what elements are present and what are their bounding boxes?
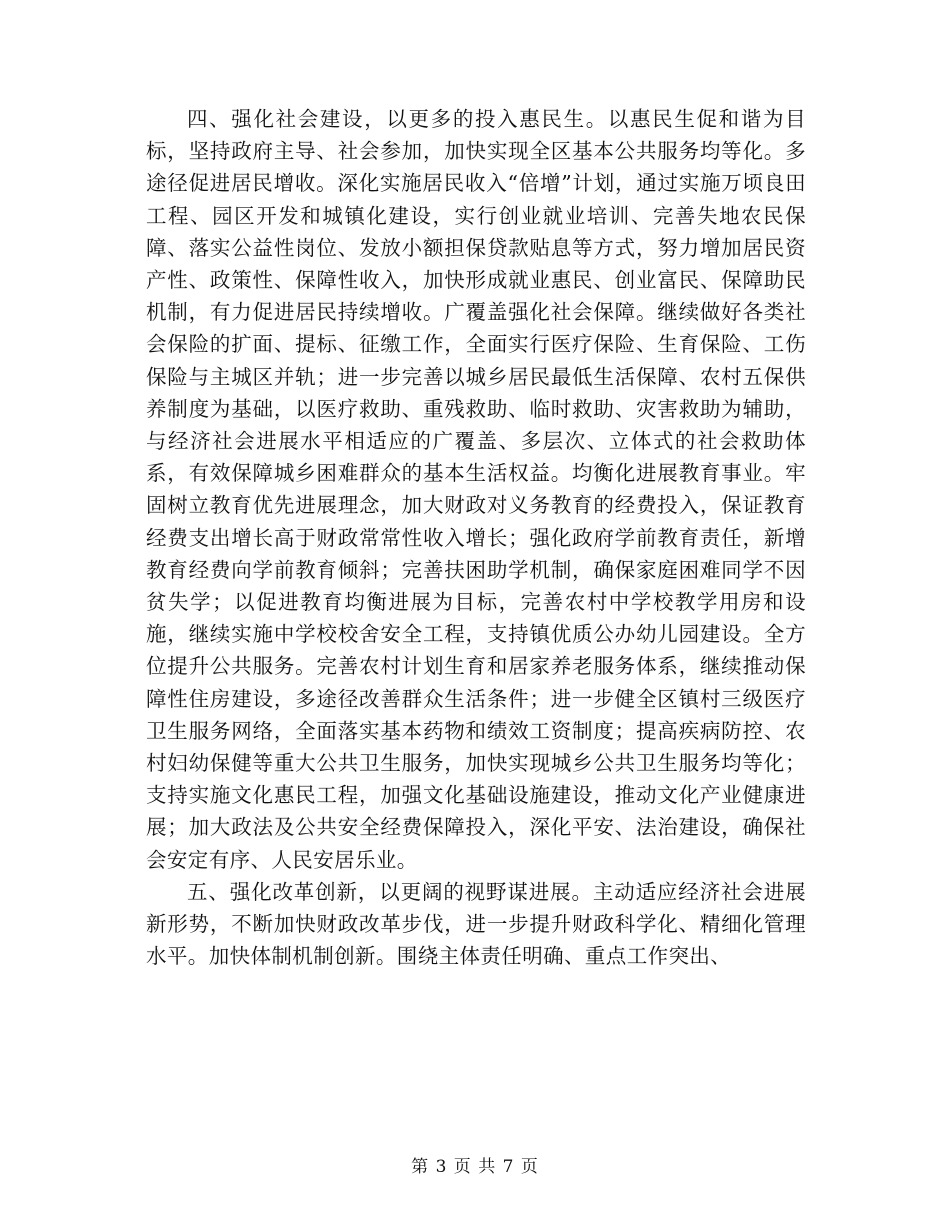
document-body [146,103,806,972]
paragraph-section-four: 四、强化社会建设，以更多的投入惠民生。以惠民生促和谐为目标，坚持政府主导、社会参加，加快实现全区基本公共服务均等化。多途径促进居民增收。深化实施居民收入“倍增”计划，通过实施万顷良田工程、园区开发和城镇化建设，实行创业就业培训、完善失地农民保障、落实公益性岗位、发放小额担保贷款贴息等方式，努力增加居民资产性、政策性、保障性收入，加快形成就业惠民、创业富民、保障助民机制，有力促进居民持续增收。广覆盖强化社会保障。继续做好各类社会保险的扩面、提标、征缴工作，全面实行医疗保险、生育保险、工伤保险与主城区并轨；进一步完善以城乡居民最低生活保障、农村五保供养制度为基础，以医疗救助、重残救助、临时救助、灾害救助为辅助，与经济社会进展水平相适应的广覆盖、多层次、立体式的社会救助体系，有效保障城乡困难群众的基本生活权益。均衡化进展教育事业。牢固树立教育优先进展理念，加大财政对义务教育的经费投入，保证教育经费支出增长高于财政常常性收入增长；强化政府学前教育责任，新增教育经费向学前教育倾斜；完善扶困助学机制，确保家庭困难同学不因贫失学；以促进教育均衡进展为目标，完善农村中学校教学用房和设施，继续实施中学校校舍安全工程，支持镇优质公办幼儿园建设。全方位提升公共服务。完善农村计划生育和居家养老服务体系，继续推动保障性住房建设，多途径改善群众生活条件；进一步健全区镇村三级医疗卫生服务网络，全面落实基本药物和绩效工资制度；提高疾病防控、农村妇幼保健等重大公共卫生服务，加快实现城乡公共卫生服务均等化；支持实施文化惠民工程，加强文化基础设施建设，推动文化产业健康进展；加大政法及公共安全经费保障投入，深化平安、法治建设，确保社会安定有序、人民安居乐业。 [146,107,806,872]
page-number-footer: 第 3 页 共 7 页 [411,1157,539,1177]
paragraph-section-five: 五、强化改革创新，以更阔的视野谋进展。主动适应经济社会进展新形势，不断加快财政改革步伐，进一步提升财政科学化、精细化管理水平。加快体制机制创新。围绕主体责任明确、重点工作突出、 [146,879,806,969]
